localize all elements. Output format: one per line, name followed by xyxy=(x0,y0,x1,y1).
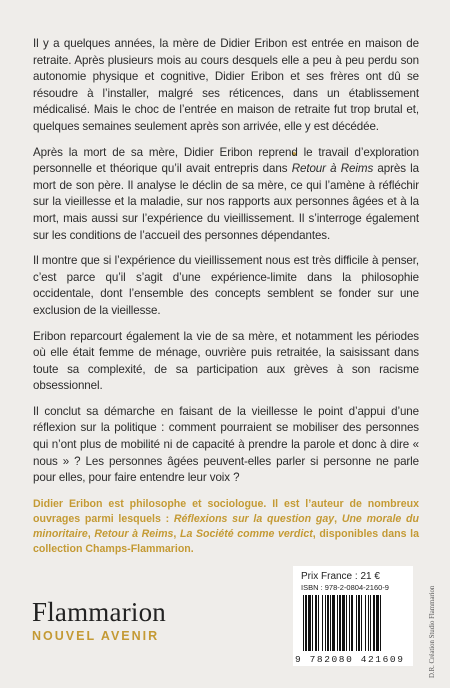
author-biography xyxy=(33,497,419,557)
author-bio-text-a: Didier Eribon est philosophe et sociologue. Il est l’auteur de nombreux ouvrages parmi lesquels : xyxy=(33,498,419,525)
design-credit: D.R. Création Studio Flammarion xyxy=(429,585,436,678)
barcode-panel xyxy=(293,566,413,666)
book-title-3: Retour à Reims xyxy=(94,528,174,540)
blurb-paragraph-1: Il y a quelques années, la mère de Didier Eribon est entrée en maison de retraite. Après plusieurs mois au cours desquels elle a peu à peu perdu son autonomie physique et cognitive, Didier Eribon et ses frères ont dû se résoudre à l’installer, malgré ses réticences, dans un établissement médicalisé. Mais le choc de l’entrée en maison de retraite fut trop brutal et, quelques semaines seulement après son arrivée, elle y est décédée. xyxy=(33,37,419,133)
ean-number: 9 782080 421609 xyxy=(295,654,405,665)
blurb-p2-text-b: après la mort de son père. Il analyse le déclin de sa mère, ce qui l’amène à réfléchir sur la vieillesse et la maladie, sur nos rapports aux personnes âgées et à la mort, mais aussi sur l’expérience du vieillissement. Il s’interroge également sur les conditions de l’accueil des personnes dépendantes. xyxy=(33,162,420,242)
isbn-label: ISBN : 978-2-0804-2160-9 xyxy=(301,583,389,592)
back-cover-blurb xyxy=(33,36,419,496)
barcode-icon xyxy=(301,595,405,653)
blurb-paragraph-3: Il montre que si l’expérience du vieillissement nous est très difficile à penser, c’est parce qu’il s’agit d’une expérience-limite dans la philosophie occidentale, dont l’ensemble des concepts semblent se fonder sur une exclusion de la vieillesse. xyxy=(33,254,419,317)
publisher-name: Flammarion xyxy=(32,597,166,627)
book-title-4: La Société comme verdict xyxy=(179,528,313,540)
blurb-p2-text-a: Après la mort de sa mère, Didier Eribon reprend le travail d’exploration personnelle et théorique qu’il avait entrepris dans xyxy=(33,145,419,176)
book-title-retour-a-reims: Retour à Reims xyxy=(291,162,374,176)
blurb-paragraph-2 xyxy=(33,145,419,245)
price-label: Prix France : 21 € xyxy=(301,571,380,582)
publisher-logo xyxy=(32,597,166,643)
book-title-2: Une morale du minoritaire xyxy=(33,513,419,540)
blurb-paragraph-4: Eribon reparcourt également la vie de sa mère, et notamment les périodes où elle était femme de ménage, ouvrière puis retraitée, la saisissant dans toute sa complexité, de sa participation aux grèves à son racisme obsessionnel. xyxy=(33,329,419,393)
book-title-1: Réflexions sur la question gay xyxy=(173,513,335,525)
collection-name: NOUVEL AVENIR xyxy=(32,629,160,643)
blurb-paragraph-5: Il conclut sa démarche en faisant de la vieillesse le point d’appui d’une réflexion sur la politique : comment pourraient se mobiliser des personnes qui n’ont plus de mobilité ni de capacité à prendre la parole et donc à dire « nous » ? Les personnes âgées peuvent-elles parler si personne ne parle pour elles, pour faire entendre leur voix ? xyxy=(33,404,419,485)
separator: , xyxy=(334,513,342,525)
author-bio-text-b: , disponibles dans la collection Champs-Flammarion. xyxy=(33,528,419,555)
separator: , xyxy=(173,528,180,540)
separator: , xyxy=(87,528,95,540)
